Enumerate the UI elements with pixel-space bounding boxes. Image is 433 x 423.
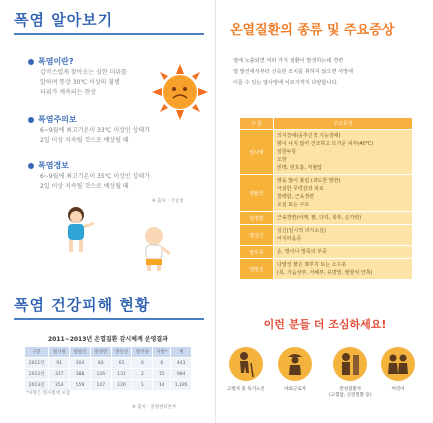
table-row: 2011년 91 304 83 65 0 6 443 [25,358,192,369]
item-head-advisory: 폭염주의보 [28,114,77,125]
group-children: 어린이 [381,347,415,393]
source-kma: ※ 출처 : 기상청 [152,199,184,204]
symptom-table [239,117,413,280]
table-row: 2012년 317 388 126 131 2 15 984 [25,369,192,380]
group-chronic-patient: 만성질환자 (고혈압, 신장질환 등) [329,347,372,399]
group-elderly: 고령자 및 독거노인 [227,347,265,393]
left-panel [0,0,216,423]
child-boy-icon [134,224,174,272]
patient-icon [333,347,367,381]
table-footnote: *사망은 열사병에 포함 [26,391,71,396]
bullet-icon [28,163,34,169]
item-head-heatwave: 폭염이란? [28,56,74,67]
child-girl-icon [56,205,100,255]
section-title-health: 폭염 건강피해 현황 [14,296,151,314]
elderly-icon [229,347,263,381]
table-row: 열발진 다발성 붉은 뾰루지 또는 소수포 (목, 가슴상부, 서혜부, 유방밑, 팔꿈치 안쪽) [240,259,413,280]
item-head-warning: 폭염경보 [28,160,69,171]
table-row: 2013년 353 559 147 126 1 14 1,195 [25,380,192,391]
section-title-heatwave: 폭염 알아보기 [14,11,114,29]
bullet-icon [28,59,34,65]
table-row: 열부종 손, 발이나 발목의 부종 [240,246,413,259]
children-icon [381,347,415,381]
source-kcdc: ※ 출처 : 질병관리본부 [132,405,177,410]
table-header-row: 구분 열사병 열탈진 열경련 열실신 열부종 사망* 계 [25,347,192,358]
right-panel [217,0,433,423]
stats-table [24,346,192,391]
intro-text: 열에 노출되면 여러 가지 질환이 발생하는데 경련 열 발진에서부터 신속한 조치를 취하지 않으면 사망에 이를 수 있는 열사병에 이르기까지 다양합니다. [233,58,354,86]
table-row: 열사병 의식장애(중추신경 기능장애) 땀이 나지 않아 건조하고 뜨거운 피부(40℃) 심한두통 오한 빈맥, 빈호흡, 저혈압 [240,130,413,175]
table-title: 2011~2013년 온열질환 감시체계 운영결과 [47,336,169,343]
title-underline [14,33,204,35]
group-outdoor-worker: 야외근로자 [278,347,312,393]
sun-icon [152,64,208,120]
table-row: 열탈진 땀을 많이 흘림 (과도한 발한) 극심한 무력감과 피로 창백함, 근육경련 오심 또는 구토 [240,175,413,212]
worker-icon [278,347,312,381]
bullet-icon [28,117,34,123]
warning-heading: 이런 분들 더 조심하세요! [263,318,387,331]
table-row: 열실신 실신(일시적 의식소실) 어지러움증 [240,225,413,246]
item-body-heatwave: 갑작스럽게 찾아오는 심한 더위를 말하며 통상 30℃ 이상의 불볕 더위가 계속되는 현상 [40,69,127,96]
table-header-row: 구 분 주요증상 [240,118,413,130]
item-body-advisory: 6~9월에 최고기온이 33℃ 이상인 상태가 2일 이상 지속될 것으로 예상될 때 [40,127,151,144]
section-title-illness: 온열질환의 종류 및 주요증상 [230,23,395,38]
table-row: 열경련 근육경련(어깨, 팔, 다리, 복부, 손가락) [240,212,413,225]
title-underline [14,318,204,320]
item-body-warning: 6~9월에 최고기온이 35℃ 이상인 상태가 2일 이상 지속될 것으로 예상될 때 [40,173,151,190]
